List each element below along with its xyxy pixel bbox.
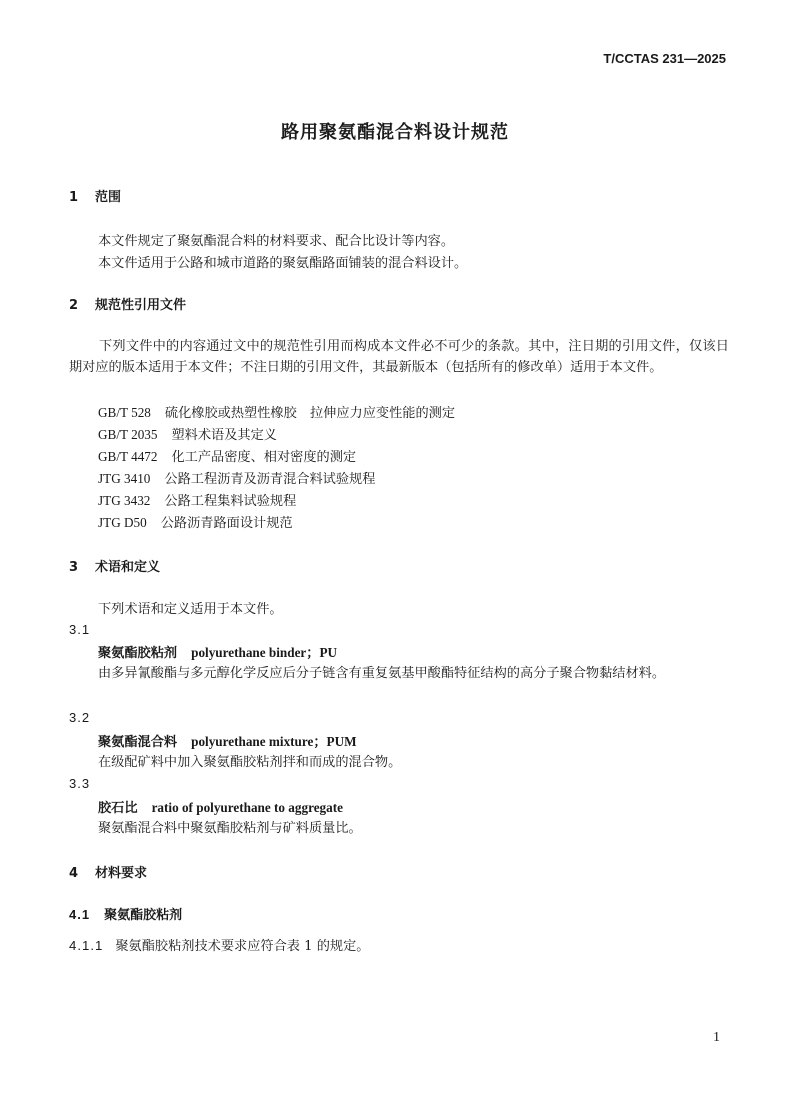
term-name <box>98 642 337 661</box>
section-title: 材料要求 <box>95 866 148 881</box>
section-number: 2 <box>69 298 79 313</box>
term-number: 3.2 <box>69 710 91 725</box>
subsection-title: 聚氨酯胶粘剂 <box>104 908 183 923</box>
reference-item <box>98 490 296 509</box>
reference-title: 硫化橡胶或热塑性橡胶 拉伸应力应变性能的测定 <box>164 406 456 421</box>
term-name-en: polyurethane binder；PU <box>191 645 338 660</box>
reference-title: 公路工程沥青及沥青混合料试验规程 <box>164 472 376 487</box>
reference-item <box>98 468 375 487</box>
section-title: 术语和定义 <box>95 560 161 575</box>
section-4-heading <box>69 862 147 881</box>
page-number: 1 <box>713 1030 720 1045</box>
clause-number: 4.1.1 <box>69 938 104 953</box>
reference-title: 公路沥青路面设计规范 <box>160 516 293 531</box>
reference-code: GB/T 2035 <box>98 427 158 442</box>
term-number: 3.1 <box>69 622 91 637</box>
reference-item <box>98 446 356 465</box>
term-name-zh: 聚氨酯混合料 <box>98 735 178 750</box>
reference-item <box>98 424 277 443</box>
term-number: 3.3 <box>69 776 91 791</box>
term-name-en: polyurethane mixture；PUM <box>191 734 357 749</box>
reference-code: GB/T 4472 <box>98 449 158 464</box>
document-title: 路用聚氨酯混合料设计规范 <box>281 122 509 143</box>
term-name-zh: 聚氨酯胶粘剂 <box>98 646 178 661</box>
reference-code: JTG 3410 <box>98 471 151 486</box>
term-definition: 在级配矿料中加入聚氨酯胶粘剂拌和而成的混合物。 <box>98 755 402 770</box>
paragraph: 本文件适用于公路和城市道路的聚氨酯路面铺装的混合料设计。 <box>98 256 468 271</box>
section-number: 4 <box>69 866 79 881</box>
clause <box>69 935 370 954</box>
subsection-number: 4.1 <box>69 907 91 922</box>
paragraph: 本文件规定了聚氨酯混合料的材料要求、配合比设计等内容。 <box>98 234 455 249</box>
section-title: 规范性引用文件 <box>95 298 187 313</box>
reference-code: JTG 3432 <box>98 493 151 508</box>
term-name-zh: 胶石比 <box>98 801 138 816</box>
clause-text: 聚氨酯胶粘剂技术要求应符合表 1 的规定。 <box>115 939 370 954</box>
section-title: 范围 <box>95 190 122 205</box>
reference-title: 化工产品密度、相对密度的测定 <box>171 450 357 465</box>
term-definition: 由多异氰酸酯与多元醇化学反应后分子链含有重复氨基甲酸酯特征结构的高分子聚合物黏结材料。 <box>98 666 666 681</box>
reference-code: JTG D50 <box>98 515 147 530</box>
section-3-heading <box>69 556 160 575</box>
subsection-4-1-heading <box>69 904 182 923</box>
reference-item <box>98 402 455 421</box>
term-definition: 聚氨酯混合料中聚氨酯胶粘剂与矿料质量比。 <box>98 821 362 836</box>
standard-code: T/CCTAS 231—2025 <box>603 51 726 66</box>
reference-code: GB/T 528 <box>98 405 151 420</box>
term-name <box>98 731 357 750</box>
section-1-heading <box>69 186 121 205</box>
term-name-en: ratio of polyurethane to aggregate <box>151 800 343 815</box>
term-name <box>98 797 343 816</box>
reference-title: 塑料术语及其定义 <box>171 428 277 443</box>
paragraph: 下列文件中的内容通过文中的规范性引用而构成本文件必不可少的条款。其中，注日期的引用文件，仅该日期对应的版本适用于本文件；不注日期的引用文件，其最新版本（包括所有的修改单）适用于本文件。 <box>69 339 729 375</box>
section-number: 3 <box>69 560 79 575</box>
section-2-heading <box>69 294 186 313</box>
reference-title: 公路工程集料试验规程 <box>164 494 297 509</box>
section-number: 1 <box>69 190 79 205</box>
paragraph: 下列术语和定义适用于本文件。 <box>98 602 283 617</box>
reference-item <box>98 512 293 531</box>
